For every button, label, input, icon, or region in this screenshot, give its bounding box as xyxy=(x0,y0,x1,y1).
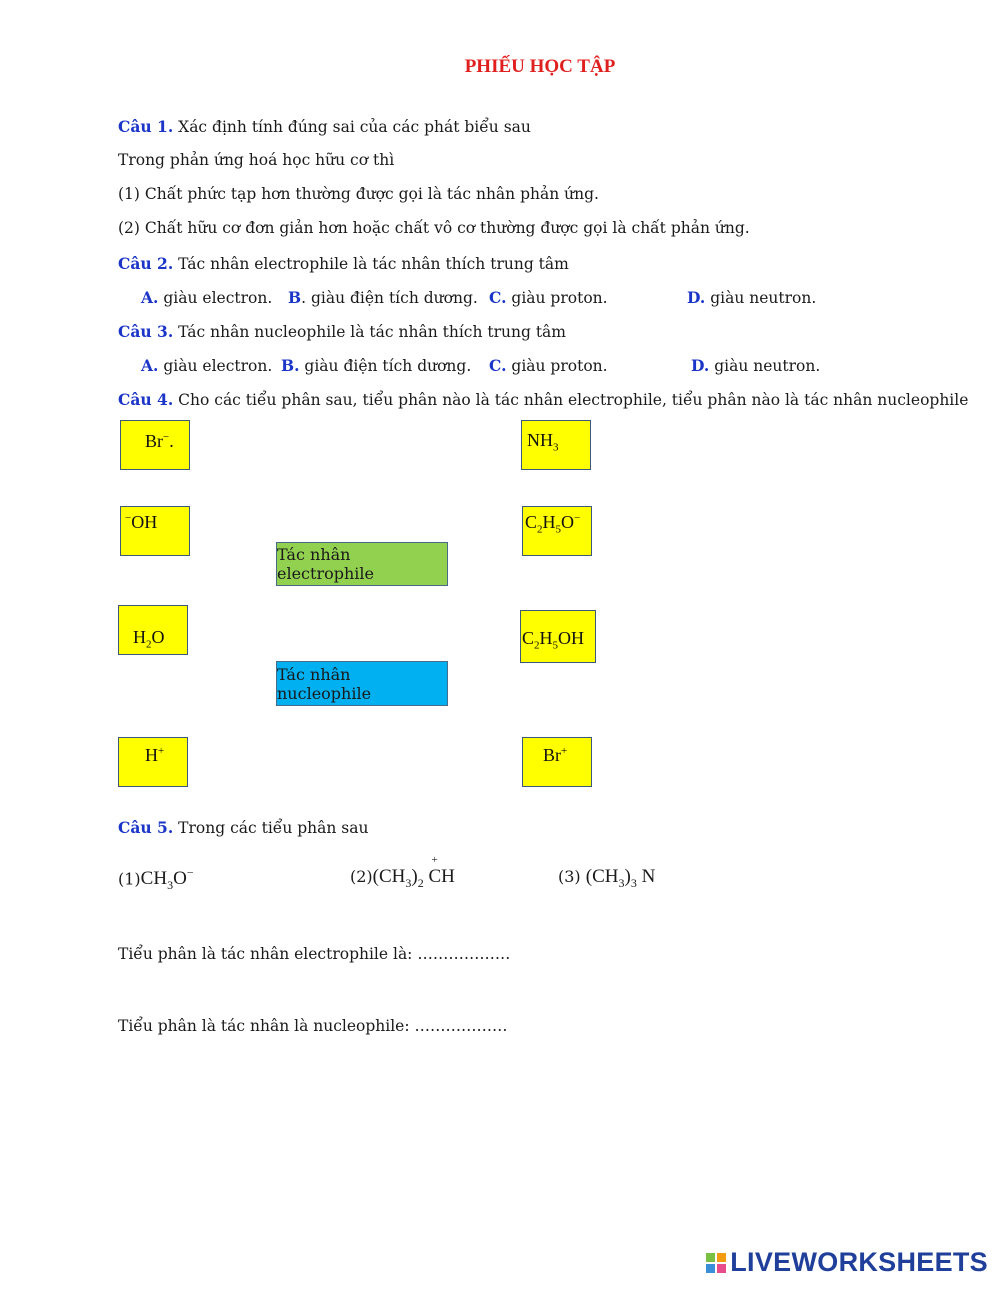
question-1-label: Câu 1. xyxy=(118,117,174,136)
question-4-text: Cho các tiểu phân sau, tiểu phân nào là tác nhân electrophile, tiểu phân nào là tác nhân nucleophile xyxy=(173,391,969,409)
q3-option-d[interactable]: D. giàu neutron. xyxy=(691,356,821,375)
brand-name: LIVEWORKSHEETS xyxy=(730,1247,988,1277)
species-1-methoxide: $(1)CH_3O^-$ xyxy=(118,866,194,893)
question-3 xyxy=(118,322,566,341)
question-1-text: Xác định tính đúng sai của các phát biểu sau xyxy=(173,118,531,136)
q3-option-b[interactable]: B. giàu điện tích dương. xyxy=(281,356,472,375)
answer-nucleophile[interactable]: Tiểu phân là tác nhân là nucleophile: ……………… xyxy=(118,1017,508,1035)
question-3-label: Câu 3. xyxy=(118,322,174,341)
q2-option-b[interactable]: B. giàu điện tích dương. xyxy=(288,288,478,307)
question-2-label: Câu 2. xyxy=(118,254,174,273)
species-bromonium[interactable]: Br+ xyxy=(522,737,592,787)
species-bromide-radical[interactable]: Br−. xyxy=(120,420,190,470)
logo-icon xyxy=(706,1253,726,1273)
question-3-text: Tác nhân nucleophile là tác nhân thích trung tâm xyxy=(173,323,566,341)
drop-target-electrophile[interactable]: Tác nhân electrophile xyxy=(276,542,448,586)
species-ammonia[interactable]: $NH_3$ xyxy=(521,420,591,470)
question-2-text: Tác nhân electrophile là tác nhân thích trung tâm xyxy=(173,255,569,273)
q3-option-a[interactable]: A. giàu electron. xyxy=(141,356,273,375)
species-3-trimethylamine: (3) $(CH_3)_3$ N xyxy=(558,866,656,890)
statement-1: (1) Chất phức tạp hơn thường được gọi là tác nhân phản ứng. xyxy=(118,185,599,203)
species-hydroxide[interactable]: −OH xyxy=(120,506,190,556)
answer-electrophile[interactable]: Tiểu phân là tác nhân electrophile là: ……………… xyxy=(118,945,511,963)
species-2-isopropyl-cation: $(2)(CH_3)_2$ C + H xyxy=(350,854,455,890)
q3-option-c[interactable]: C. giàu proton. xyxy=(489,356,608,375)
species-ethoxide[interactable]: $C_2H_5O^-$ xyxy=(522,506,592,556)
question-1-intro: Trong phản ứng hoá học hữu cơ thì xyxy=(118,151,395,169)
drop-target-nucleophile[interactable]: Tác nhân nucleophile xyxy=(276,661,448,706)
liveworksheets-logo xyxy=(706,1247,988,1278)
question-5-text: Trong các tiểu phân sau xyxy=(173,819,369,837)
worksheet-title: PHIẾU HỌC TẬP xyxy=(464,56,616,77)
question-2 xyxy=(118,254,569,273)
q2-option-a[interactable]: A. giàu electron. xyxy=(141,288,273,307)
species-proton[interactable]: H+ xyxy=(118,737,188,787)
question-4-label: Câu 4. xyxy=(118,390,174,409)
q2-option-c[interactable]: C. giàu proton. xyxy=(489,288,608,307)
question-5 xyxy=(118,818,368,837)
species-ethanol[interactable]: $C_2H_5OH$ xyxy=(520,610,596,663)
question-5-label: Câu 5. xyxy=(118,818,174,837)
question-4 xyxy=(118,390,968,409)
question-1 xyxy=(118,117,531,136)
q2-option-d[interactable]: D. giàu neutron. xyxy=(687,288,817,307)
statement-2: (2) Chất hữu cơ đơn giản hơn hoặc chất vô cơ thường được gọi là chất phản ứng. xyxy=(118,219,750,237)
species-water[interactable]: $H_2O$ xyxy=(118,605,188,655)
